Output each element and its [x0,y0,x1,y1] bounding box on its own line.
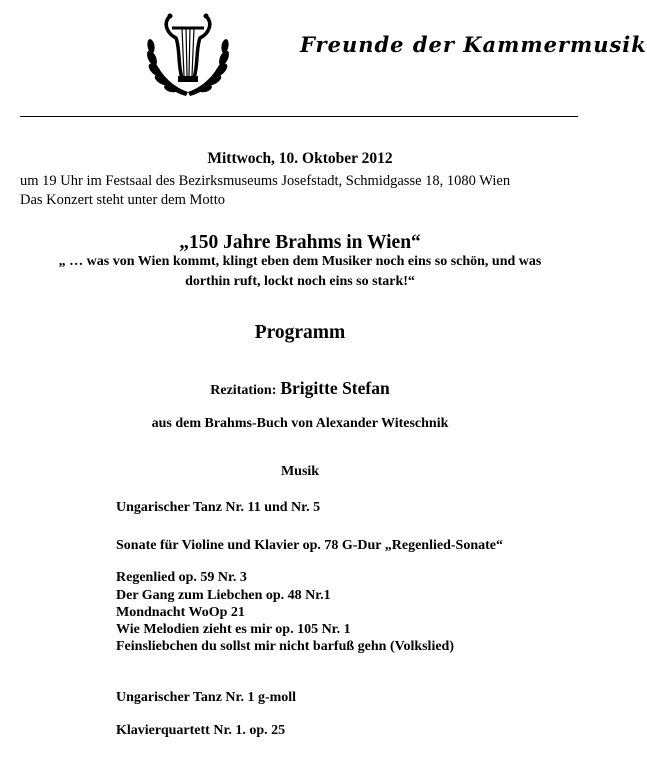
program-piece: Regenlied op. 59 Nr. 3 [116,570,247,585]
program-piece: Der Gang zum Liebchen op. 48 Nr.1 [116,588,331,603]
concert-motto: „150 Jahre Brahms in Wien“ [179,232,421,253]
motto-intro: Das Konzert steht unter dem Motto [20,192,225,208]
brahms-quote-line-1: „ … was von Wien kommt, klingt eben dem Musiker noch eins so schön, und was [58,254,542,269]
program-piece: Feinsliebchen du sollst mir nicht barfuß gehn (Volkslied) [116,639,455,654]
event-date: Mittwoch, 10. Oktober 2012 [207,150,393,167]
recitation-label: Rezitation: [210,383,277,398]
brahms-quote-line-2: dorthin ruft, lockt noch eins so stark!“ [185,274,415,289]
recitation-line [0,378,600,399]
program-heading: Programm [254,322,346,343]
lyre-laurel-wreath-icon [140,8,236,104]
program-piece: Ungarischer Tanz Nr. 1 g-moll [116,690,297,705]
recitation-name: Brigitte Stefan [280,378,390,398]
program-piece: Mondnacht WoOp 21 [116,605,245,620]
program-piece: Klavierquartett Nr. 1. op. 25 [116,723,286,738]
event-location: um 19 Uhr im Festsaal des Bezirksmuseums Josefstadt, Schmidgasse 18, 1080 Wien [20,173,511,189]
book-source: aus dem Brahms-Buch von Alexander Witeschnik [151,416,449,431]
music-heading: Musik [280,464,320,479]
program-piece: Sonate für Violine und Klavier op. 78 G-Dur „Regenlied-Sonate“ [116,538,503,553]
society-name: Freunde der Kammermusik [300,32,647,57]
header-divider [20,116,578,117]
program-piece: Ungarischer Tanz Nr. 11 und Nr. 5 [116,500,321,515]
program-piece: Wie Melodien zieht es mir op. 105 Nr. 1 [116,622,351,637]
